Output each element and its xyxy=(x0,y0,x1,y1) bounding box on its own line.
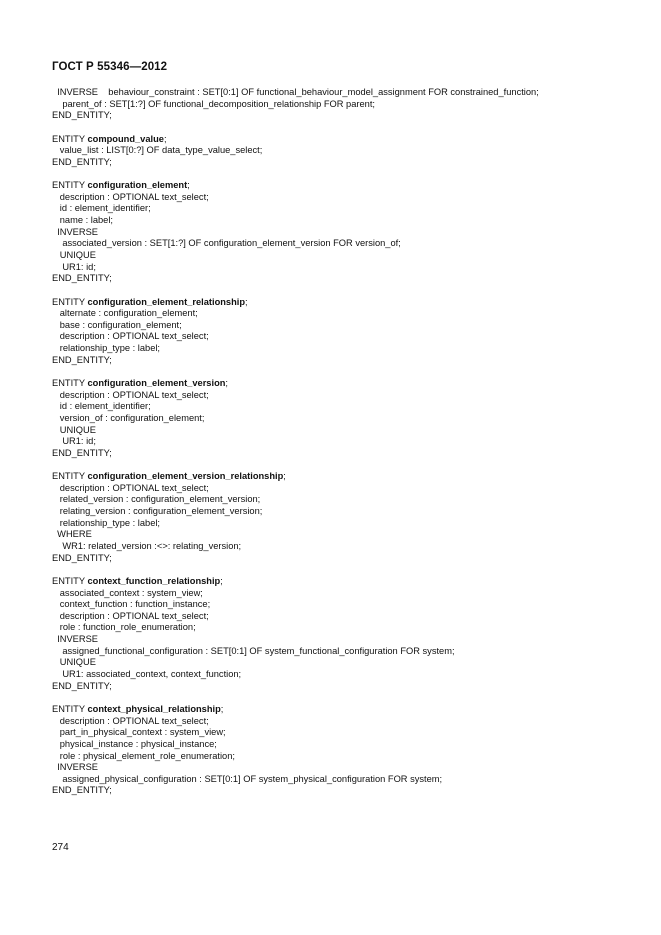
inverse-attribute-line: assigned_functional_configuration : SET[0:1] OF system_functional_configuration FOR system; xyxy=(52,645,455,656)
attribute-line: role : function_role_enumeration; xyxy=(52,622,196,633)
terminator: ; xyxy=(225,378,229,389)
entity-keyword: ENTITY xyxy=(52,378,88,389)
entity-name: configuration_element xyxy=(87,180,188,191)
code-line: parent_of : SET[1:?] OF functional_decomposition_relationship FOR parent; xyxy=(52,98,375,109)
end-entity-line: END_ENTITY; xyxy=(52,156,112,167)
attribute-line: related_version : configuration_element_version; xyxy=(52,494,261,505)
attribute-line: version_of : configuration_element; xyxy=(52,412,205,423)
express-schema-listing xyxy=(52,87,642,797)
entity-configuration-element-version xyxy=(52,378,642,459)
entity-name: configuration_element_version_relationship xyxy=(87,471,284,482)
attribute-line: description : OPTIONAL text_select; xyxy=(52,715,209,726)
entity-declaration xyxy=(52,378,642,390)
end-entity-line: END_ENTITY; xyxy=(52,447,112,458)
attribute-line: relationship_type : label; xyxy=(52,517,161,528)
leading-entity-tail xyxy=(52,87,642,122)
entity-keyword: ENTITY xyxy=(52,133,88,144)
terminator: ; xyxy=(187,180,190,191)
attribute-line: alternate : configuration_element; xyxy=(52,308,198,319)
entity-declaration xyxy=(52,180,642,192)
entity-context-function-relationship xyxy=(52,576,642,692)
inverse-keyword-line: INVERSE xyxy=(52,226,98,237)
end-entity-line: END_ENTITY; xyxy=(52,273,112,284)
terminator: ; xyxy=(163,133,167,144)
terminator: ; xyxy=(245,296,248,307)
terminator: ; xyxy=(220,575,223,586)
entity-name: configuration_element_relationship xyxy=(87,296,246,307)
end-entity-line: END_ENTITY; xyxy=(52,110,112,121)
entity-declaration xyxy=(52,471,642,483)
attribute-line: description : OPTIONAL text_select; xyxy=(52,191,209,202)
entity-context-physical-relationship xyxy=(52,704,642,797)
code-line: INVERSE behaviour_constraint : SET[0:1] OF functional_behaviour_model_assignment FOR constrained_function; xyxy=(52,87,539,97)
attribute-line: name : label; xyxy=(52,215,113,226)
entity-keyword: ENTITY xyxy=(52,296,88,307)
terminator: ; xyxy=(283,471,286,482)
end-entity-line: END_ENTITY; xyxy=(52,680,112,691)
entity-name: context_physical_relationship xyxy=(87,703,221,714)
inverse-keyword-line: INVERSE xyxy=(52,634,98,645)
entity-configuration-element-version-relationship xyxy=(52,471,642,564)
page-number: 274 xyxy=(52,842,69,853)
entity-compound-value xyxy=(52,134,642,169)
unique-rule-line: UR1: id; xyxy=(52,261,96,272)
where-rule-line: WR1: related_version :<>: relating_version; xyxy=(52,540,242,551)
entity-configuration-element-relationship xyxy=(52,297,642,367)
end-entity-line: END_ENTITY; xyxy=(52,354,112,365)
attribute-line: id : element_identifier; xyxy=(52,203,151,214)
document-header: ГОСТ Р 55346—2012 xyxy=(52,61,168,73)
attribute-line: base : configuration_element; xyxy=(52,319,182,330)
attribute-line: description : OPTIONAL text_select; xyxy=(52,610,209,621)
entity-declaration xyxy=(52,704,642,716)
entity-configuration-element xyxy=(52,180,642,285)
end-entity-line: END_ENTITY; xyxy=(52,552,112,563)
entity-declaration xyxy=(52,134,642,146)
end-entity-line: END_ENTITY; xyxy=(52,785,112,796)
unique-keyword-line: UNIQUE xyxy=(52,424,96,435)
attribute-line: description : OPTIONAL text_select; xyxy=(52,331,209,342)
attribute-line: id : element_identifier; xyxy=(52,401,151,412)
attribute-line: description : OPTIONAL text_select; xyxy=(52,482,209,493)
entity-keyword: ENTITY xyxy=(52,180,88,191)
entity-name: context_function_relationship xyxy=(87,575,221,586)
attribute-line: part_in_physical_context : system_view; xyxy=(52,727,226,738)
attribute-line: associated_context : system_view; xyxy=(52,587,203,598)
terminator: ; xyxy=(220,703,224,714)
attribute-line: value_list : LIST[0:?] OF data_type_value_select; xyxy=(52,145,263,156)
entity-keyword: ENTITY xyxy=(52,471,88,482)
attribute-line: relating_version : configuration_element_version; xyxy=(52,506,263,517)
entity-keyword: ENTITY xyxy=(52,703,88,714)
inverse-keyword-line: INVERSE xyxy=(52,762,98,773)
where-keyword-line: WHERE xyxy=(52,529,92,540)
attribute-line: description : OPTIONAL text_select; xyxy=(52,389,209,400)
attribute-line: context_function : function_instance; xyxy=(52,599,211,610)
attribute-line: relationship_type : label; xyxy=(52,343,161,354)
entity-name: compound_value xyxy=(87,133,164,144)
unique-rule-line: UR1: id; xyxy=(52,436,96,447)
inverse-attribute-line: associated_version : SET[1:?] OF configuration_element_version FOR version_of; xyxy=(52,238,401,249)
unique-keyword-line: UNIQUE xyxy=(52,249,96,260)
attribute-line: physical_instance : physical_instance; xyxy=(52,738,217,749)
inverse-attribute-line: assigned_physical_configuration : SET[0:1] OF system_physical_configuration FOR system; xyxy=(52,773,443,784)
attribute-line: role : physical_element_role_enumeration; xyxy=(52,750,235,761)
entity-declaration xyxy=(52,297,642,309)
entity-keyword: ENTITY xyxy=(52,575,88,586)
entity-name: configuration_element_version xyxy=(87,378,226,389)
unique-keyword-line: UNIQUE xyxy=(52,657,96,668)
entity-declaration xyxy=(52,576,642,588)
unique-rule-line: UR1: associated_context, context_function; xyxy=(52,669,242,680)
